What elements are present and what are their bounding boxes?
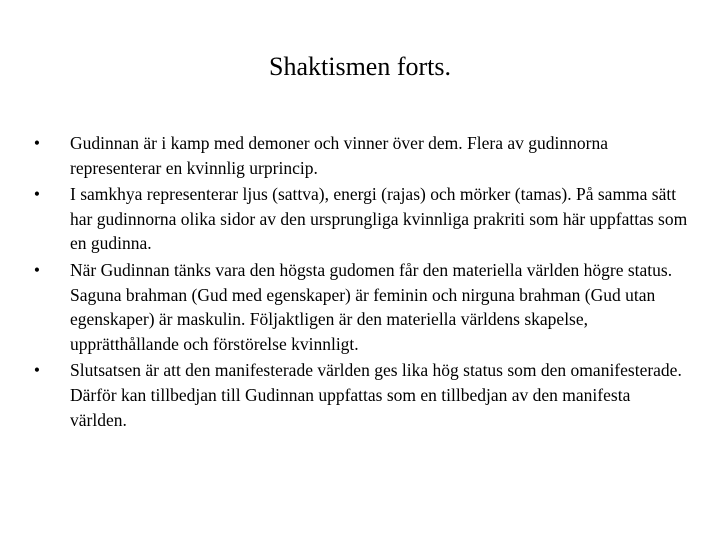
bullet-icon: • [33,133,41,153]
bullet-item [30,258,690,356]
bullet-icon: • [33,184,41,205]
bullet-text: När Gudinnan tänks vara den högsta gudomen får den materiella världen högre status. Saguna brahman (Gud med egenskaper) är feminin och nirguna brahman (Gud utan egenskaper) är maskulin. Följaktligen är den materiella världens skapelse, upprätthållande och förstörelse kvinnligt. [70,259,673,354]
bullet-item [30,131,690,180]
bullet-icon: • [33,259,41,280]
bullet-text: Gudinnan är i kamp med demoner och vinner över dem. Flera av gudinnorna representerar en kvinnlig urprincip. [70,133,608,178]
bullet-text: I samkhya representerar ljus (sattva), energi (rajas) och mörker (tamas). På samma sätt har gudinnorna olika sidor av den ursprungliga kvinnliga prakriti som här uppfattas som en gudinna. [70,184,688,254]
bullet-item [30,358,690,432]
bullet-item [30,182,690,256]
bullet-text: Slutsatsen är att den manifesterade världen ges lika hög status som den omanifesterade. Därför kan tillbedjan till Gudinnan uppfattas som en tillbedjan av den manifesta världen. [70,360,682,430]
bullet-icon: • [33,360,41,381]
slide-title: Shaktismen forts. [269,52,451,81]
bullet-list [30,131,690,434]
